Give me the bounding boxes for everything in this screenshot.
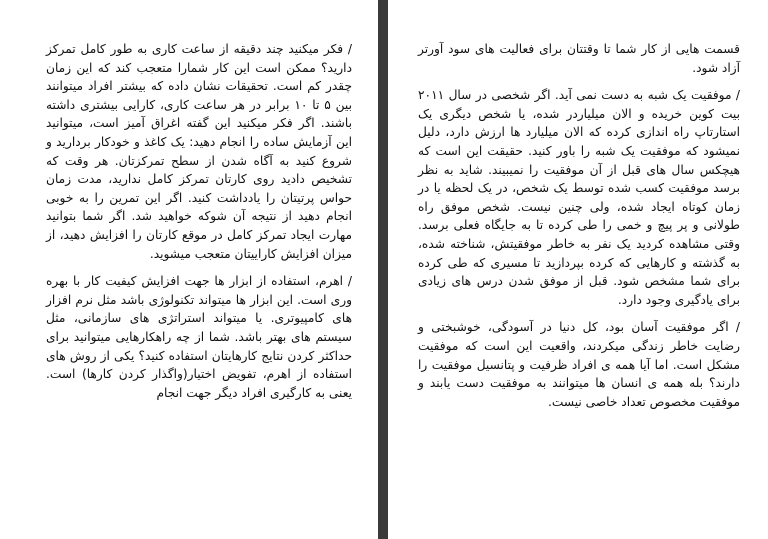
page-gutter-divider xyxy=(378,0,388,539)
paragraph-focus-time: / فکر میکنید چند دقیقه از ساعت کاری به طور کامل تمرکز دارید؟ ممکن است این کار شمارا متعجب کند که این زمان چقدر کم است. تحقیقات نشان داده که بیشتر افراد میتوانند بین ۵ تا ۱۰ برابر در هر ساعت کاری، کارایی بیشتری داشته باشند. اگر فکر میکنید این گفته اغراق آمیز است، میتوانید این آزمایش ساده را انجام دهید: یک کاغذ و خودکار بردارید و شروع کنید به آگاه شدن از سطح تمرکزتان. هر وقت که تشخیص دادید روی کارتان تمرکز کامل ندارید، مدت زمان حواس پرتیتان را یادداشت کنید. اگر این تمرین را به خوبی انجام دهید از نتیجه آن شوکه خواهید شد. اگر شما بتوانید مهارت ایجاد تمرکز کامل در موقع کارتان را افزایش دهید، از میزان افزایش کاراییتان متعجب میشوید. xyxy=(46,42,352,261)
left-page-text-column xyxy=(46,40,352,411)
left-page xyxy=(0,0,380,539)
right-page-text-column xyxy=(418,40,740,420)
paragraph-leverage: / اهرم، استفاده از ابزار ها جهت افزایش کیفیت کار با بهره وری است. این ابزار ها میتواند تکنولوژی باشد مثل نرم افزار های کامپیوتری. یا میتواند استراتژی های سازمانی، مثل سیستم های بهتر باشد. شما از چه راهکارهایی میتوانید برای حداکثر کردن نتایج کارهایتان استفاده کنید؟ یکی از روش های استفاده از اهرم، تفویض اختیار(واگذار کردن کارها) است. یعنی به کارگیری افراد دیگر جهت انجام xyxy=(46,274,352,400)
paragraph-overnight-success: / موفقیت یک شبه به دست نمی آید. اگر شخصی در سال ۲۰۱۱ بیت کوین خریده و الان میلیاردر شده، یا شخص دیگری یک استارتاپ راه اندازی کرده که الان میلیارد ها ارزش دارد، دلیل نمیشود که موفقیت یک شبه را باور کنید. حقیقت این است که هیچکس سال های قبل از آن موفقیت را نمیبیند. شاید به نظر برسد موفقیت کسب شده توسط یک شخص، در یک لحظه یا در زمان کوتاه ایجاد شده، ولی چنین نیست. شخص موفق راه طولانی و پر پیچ و خمی را طی کرده تا به جایگاه فعلی برسد. وقتی مشاهده کردید یک نفر به خاطر موفقیتش، شناخته شده، به گذشته و کارهایی که کرده بپردازید تا مسیری که طی کرده برای شما مشخص شود. قبل از موفق شدن درس های زیادی برای یادگیری وجود دارد. xyxy=(418,88,740,307)
right-page xyxy=(388,0,768,539)
paragraph-continuation: قسمت هایی از کار شما تا وقتتان برای فعالیت های سود آورتر آزاد شود. xyxy=(418,42,740,75)
paragraph-success-is-hard: / اگر موفقیت آسان بود، کل دنیا در آسودگی، خوشبختی و رضایت خاطر زندگی میکردند، واقعیت این است که موفقیت مشکل است. اما آیا همه ی افراد ظرفیت و پتانسیل موفقیت را دارند؟ بله همه ی انسان ها میتوانند به موفقیت دست یابند و موفقیت مخصوص تعداد خاصی نیست. xyxy=(418,320,740,409)
